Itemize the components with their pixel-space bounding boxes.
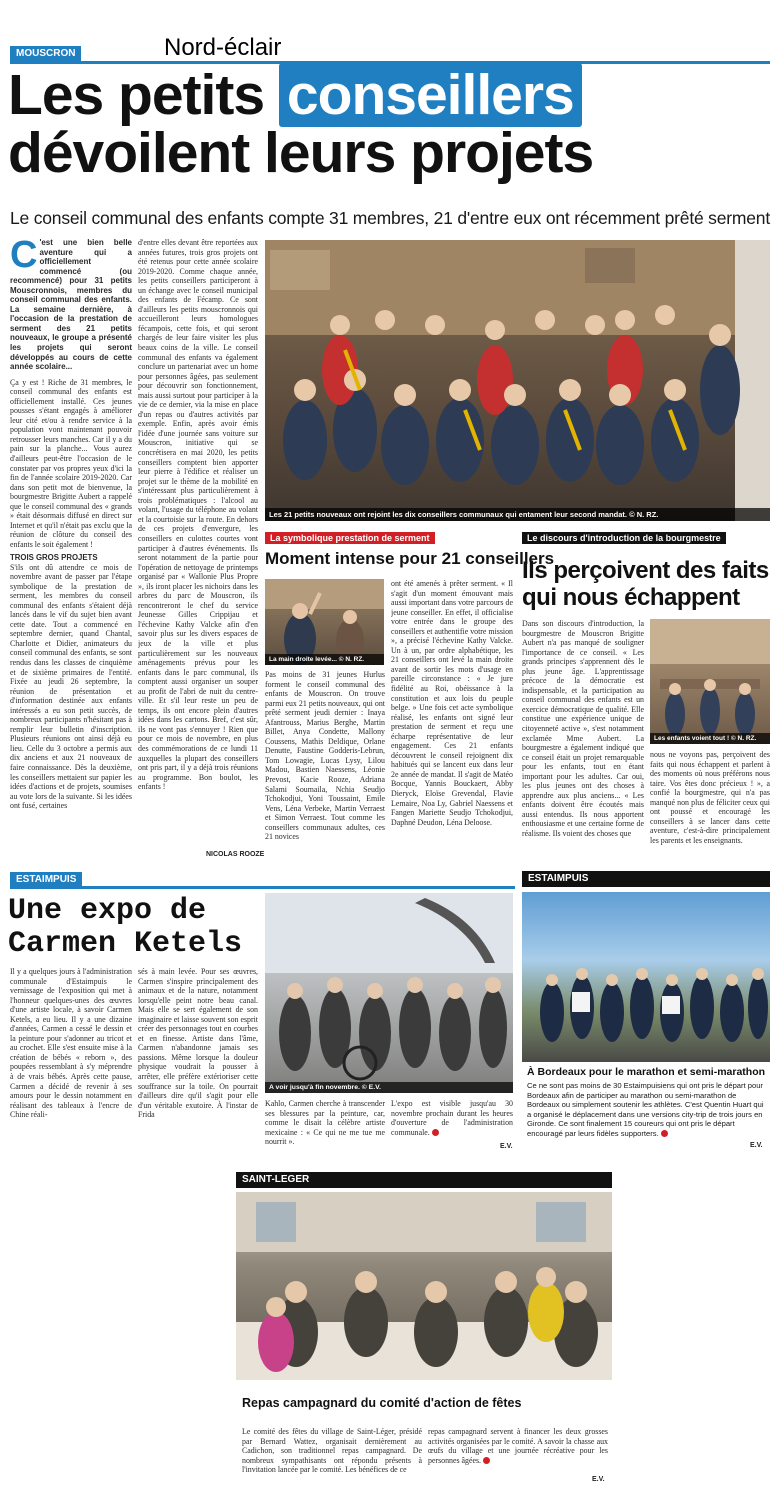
- lead-paragraph: [10, 238, 132, 372]
- serment-col-2: [391, 579, 513, 860]
- expo-photo-illustration: [265, 893, 513, 1093]
- expo-col4-text: [391, 1099, 513, 1137]
- saint-leger-photo-illustration: [236, 1192, 612, 1380]
- expo-col-1: [10, 967, 132, 1142]
- bordeaux-title: À Bordeaux pour le marathon et semi-marathon: [527, 1066, 766, 1078]
- expo-col1-text: Il y a quelques jours à l'administration communale d'Estaimpuis le vernissage de l'exposition qui met à l'honneur quelques-unes des œuvres d'une artiste locale, à savoir Carmen Ketels, a eu lieu. Il y a une dizaine d'années, Carmen a cessé le dessin et la peinture pour s'adonner au tricot et au crochet. Elle s'est ensuite mise à la création de bébés « reborn », des poupées ressemblant à s'y méprendre à de vrais bébés. Après cette pause, Carmen a décidé de revenir à ses amours pour le dessin notamment en réalisant des tableaux à l'encre de Chine réali-: [10, 967, 132, 1120]
- saint-leger-col2-span: repas campagnard servent à financer les deux grosses activités organisées par le comité. A savoir la chasse aux œufs du village et une journée récréative pour les personnes âgées.: [428, 1427, 608, 1465]
- discours-col-1: [522, 619, 644, 864]
- headline-part2: dévoilent leurs projets: [8, 121, 594, 185]
- main-photo-caption: Les 21 petits nouveaux ont rejoint les dix conseillers communaux qui entament leur second mandat. © N. RZ.: [265, 508, 770, 521]
- signature-main: NICOLAS ROOZE: [206, 851, 265, 858]
- serment-col1-text: Pas moins de 31 jeunes Hurlus forment le conseil communal des enfants de Mouscron. On trouve parmi eux 21 petits nouveaux, qui ont prêté serment jeudi dernier : Inaya Afantrouss, Marius Berghe, Martin Billet, Anya Condette, Mallony Coussens, Mathis Deldique, Orlane Denutte, Faustine Godderis-Lebrun, Tom Lowagie, Lucas Lysy, Lilou Madou, Bastien Naessens, Léonie Prevost, Kacie Rooze, Adriana Salami Soumaila, Nchia Seudjo Tchokodjui, Yoni Toussaint, Emile Vens, Léna Verbeke, Martin Verraest et Simon Verraest. Tout comme les conseillers communaux adultes, ces 21 novices: [265, 670, 385, 842]
- main-col1-body: Ça y est ! Riche de 31 membres, le conseil communal des enfants est officiellement installé. Ces jeunes pousses s'étant engagés à améliorer leur cité et/ou à rendre service à la population vont maintenant pouvoir retrousser leurs manches. Car il y a du pain sur la planche... Vous aurez d'ailleurs peut-être l'occasion de le constater par vos propres yeux d'ici la fin de l'année scolaire 2019-2020. Car dans son petit mot de bienvenue, la bourgmestre Brigitte Aubert a rappelé que le conseil communal des « grands » était désormais diffusé en direct sur Internet et qu'il n'était pas exclu que la réunion de clôture du conseil des enfants le soit également !: [10, 377, 132, 549]
- expo-photo: [265, 893, 513, 1093]
- section-tag-estaimpuis-2: ESTAIMPUIS: [522, 871, 770, 887]
- expo-col-3: [265, 1099, 385, 1149]
- group-photo-illustration: [265, 240, 770, 521]
- main-col2-body: d'entre elles devant être reportées aux années futures, trois gros projets ont été retenus pour cette année scolaire 2019-2020. Comme chaque année, les petits conseillers participeront à un échange avec le conseil municipal des enfants de Fécamp. Ce sont d'ailleurs les petits mouscronnois qui accueilleront leurs homologues fécampois, cette fois, et qui seront chargés de leur faire visiter les plus beaux coins de la ville. Le conseil communal des enfants va également conclure un partenariat avec un home pour personnes âgées, pas seulement pour découvrir son fonctionnement, mais aussi surtout pour participer à la vie de ce dernier, via la mise en place d'un repas ou d'autres activités par exemple. Enfin, après avoir émis l'idée d'une journée sans voiture sur Mouscron, initiative qui se concrétisera en mai 2020, les petits conseillers comptent bien apporter leur pierre à l'édifice et réaliser un projet sur le thème de la mobilité en s'intéressant plus particulièrement à trois problématiques : l'alcool au volant, l'usage du téléphone au volant et la courtoisie sur la route. En dehors de ces projets d'envergure, les conseillers en culottes courtes vont participer à d'autres événements. Ils seront notamment de la partie pour l'opération de nettoyage de printemps organisé par « Wallonie Plus Propre », ils iront placer les nichoirs dans les arbres du parc de Mouscron, ils rencontreront le chef du service Jeunesse Gilles Crippijau et l'échevine Kathy Valcke afin d'en savoir plus sur les divers espaces de jeux de la ville et plus particulièrement sur les nouveaux aménagements prévus pour les enfants dans le parc communal, ils comptent aussi organiser un souper au profit de l'abri de nuit du centre-ville. Et s'il leur reste un peu de temps, ils ont encore plein d'autres idées dans les cartons. Bref, c'est sûr, ils ne vont pas s'ennuyer ! Rien que pour ce mois de novembre, en plus des commémorations de ce lundi 11 auxquelles la plupart des conseillers ont pris part, il y a déjà trois réunions au programme. Bon boulot, les enfants !: [138, 238, 258, 792]
- section-rule-estaimpuis: [10, 886, 515, 889]
- bordeaux-photo: [522, 892, 770, 1062]
- end-mark-icon: [661, 1130, 668, 1137]
- discours-col1-text: Dans son discours d'introduction, la bourgmestre de Mouscron Brigitte Aubert n'a pas manqué de souligner l'importance de ce conseil. « Les grands principes s'apprennent dès le plus jeune âge. L'apprentissage précoce de la démocratie est indispensable, et la participation au conseil communal des enfants est un exercice démocratique de qualité. Elle constitue une expérience unique de citoyenneté active », s'est notamment exclamée Mme Aubert. La bourgmestre a également indiqué que ce conseil était un projet remarquable pour les enfants, tout en étant important pour les adultes. Car oui, les plus jeunes ont des choses à apprendre aux plus anciens... « Les enfants doivent être écoutés mais aussi entendus. Ils nous apportent enthousiasme et une certaine forme de réalisme. Ils voient des choses que: [522, 619, 644, 839]
- serment-col2-text: ont été amenés à prêter serment. « Il s'agit d'un moment émouvant mais aussi important dans votre parcours de jeune conseiller. En effet, il officialise votre entrée dans le groupe des conseillers et authentifie votre mission », a précisé l'échevine Kathy Valcke. Un à un, par ordre alphabétique, les 21 conseillers ont levé la main droite avant de sortir les mots d'usage en pareille circonstance : « Je jure fidélité au Roi, obéissance à la constitution et aux lois du peuple belge. » Une fois cet acte symbolique réalisé, les enfants ont signé leur prestation de serment et reçu une écharpe représentative de leur engagement. Ces 21 enfants découvrent le conseil rejoignent dix habitués qui se lancent eux dans leur 2e année de mandat. Il s'agit de Matéo Bocque, Yannis Bouckaert, Abby Dieryck, Eloïse Grevendal, Flavie Lemaire, Noa Ly, Gabriel Naessens et Fangen Mariette Seudjo Tchokodjui, Daphné Deudon, Léna Deloose.: [391, 579, 513, 827]
- discours-col-2: [650, 750, 770, 860]
- bordeaux-body: [527, 1081, 767, 1139]
- expo-photo-caption: A voir jusqu'à fin novembre. © E.V.: [265, 1082, 513, 1093]
- expo-col-4: [391, 1099, 513, 1144]
- signature-expo: E.V.: [500, 1143, 513, 1150]
- signature-bordeaux: E.V.: [750, 1142, 763, 1149]
- serment-photo: [265, 579, 384, 665]
- subtitle: Le conseil communal des enfants compte 31 membres, 21 d'entre eux ont récemment prêté serment: [10, 208, 770, 228]
- main-col-1: [10, 238, 132, 868]
- discours-tag: Le discours d'introduction de la bourgmestre: [522, 532, 726, 544]
- main-col1-body2: S'ils ont dû attendre ce mois de novembre avant de passer par l'étape symbolique de la prestation de serment, les membres du conseil communal des enfants s'étaient déjà lancés dans le vif du sujet bien avant cette date. Tout a commencé en septembre dernier, quand Chantal, Charlotte et Didier, animateurs du conseil communal des enfants, se sont rendus dans les classes de cinquième et de sixième primaires de l'entité. Fixée au jeudi 26 septembre, la réunion de présentation et d'information destinée aux enfants intéressés a eu son petit succès, de nombreux participants n'hésitant pas à remplir leur bulletin d'inscription. Plusieurs réunions ont ainsi déjà eu lieu. Celle du 3 octobre a permis aux dix anciens et aux 21 nouveaux de faire connaissance. Dès la deuxième, les conseillers mettaient sur papier les idées d'actions et de projets, soumises au vote lors de la suivante. Si les idées ont fusé, certaines: [10, 562, 132, 811]
- saint-leger-col-1: [242, 1427, 422, 1497]
- discours-title: Ils perçoivent des faits qui nous échappent: [522, 557, 769, 611]
- bordeaux-photo-illustration: [522, 892, 770, 1062]
- saint-leger-col-2: [428, 1427, 608, 1487]
- section-tag-estaimpuis-1: ESTAIMPUIS: [10, 872, 82, 887]
- discours-col2-text: nous ne voyons pas, perçoivent des faits qui nous échappent et parlent à des moments où nous préférons nous taire. Vos êtes donc précieux ! », a confié la bourgmestre, qui n'a pas manqué non plus de féliciter ceux qui ont poussé et encouragé les conseillers à se lancer dans cette aventure, c'est-à-dire principalement les parents et les enseignants.: [650, 750, 770, 845]
- serment-photo-caption: La main droite levée... © N. RZ.: [265, 654, 384, 665]
- bordeaux-body-text: Ce ne sont pas moins de 30 Estaimpuisiens qui ont pris le départ pour Bordeaux afin de participer au marathon ou semi-marathon de Bordeaux ou simplement soutenir les athlètes. C'est Quentin Huart qui a organisé le déplacement dans une versions city-trip de trois jours en Gironde. Ce sont finalement 15 coureurs qui ont pris le départ encouragé par leurs fidèles supporters.: [527, 1081, 764, 1138]
- saint-leger-col1-text: Le comité des fêtes du village de Saint-Léger, présidé par Bernard Wattez, organisait dernièrement au Cadichon, son traditionnel repas campagnard. De nombreux sympathisants ont répondu présents à l'invitation lancée par le comité. Les bénéfices de ce: [242, 1427, 422, 1475]
- source-label: Nord-éclair: [164, 34, 282, 61]
- serment-tag: La symbolique prestation de serment: [265, 532, 435, 544]
- discours-photo-caption: Les enfants voient tout ! © N. RZ.: [650, 733, 770, 744]
- signature-saint-leger: E.V.: [592, 1476, 605, 1483]
- section-tag-saint-leger: SAINT-LEGER: [236, 1172, 612, 1188]
- saint-leger-col2-text: [428, 1427, 608, 1465]
- subhead-trois-projets: TROIS GROS PROJETS: [10, 552, 98, 562]
- serment-title: Moment intense pour 21 conseillers: [265, 549, 555, 568]
- expo-col-2: [138, 967, 258, 1142]
- main-col-2: [138, 238, 258, 858]
- discours-photo: [650, 619, 770, 744]
- dropcap: C: [10, 238, 38, 276]
- section-tag-mouscron: MOUSCRON: [10, 46, 81, 61]
- headline: [8, 63, 778, 185]
- serment-col-1: [265, 670, 385, 860]
- headline-part1: Les petits: [8, 63, 265, 127]
- saint-leger-photo: [236, 1192, 612, 1380]
- saint-leger-title: Repas campagnard du comité d'action de fêtes: [242, 1396, 522, 1410]
- expo-col2-text: sés à main levée. Pour ses œuvres, Carmen s'inspire principalement des animaux et de la nature, notamment lorsqu'elle peint notre beau canal. Mais elle se sert également de son imaginaire et laisse souvent son esprit créer des personnages tout en courbes et en finesse. Artiste dans l'âme, Carmen n'abandonne jamais ses passions. Même lorsque la douleur physique voudrait la pousser à arrêter, elle préfère extérioriser cette souffrance sur la toile. On pourrait d'ailleurs dire qu'il s'agit pour elle d'un véritable exutoire. À l'instar de Frida: [138, 967, 258, 1120]
- headline-highlight: conseillers: [279, 63, 582, 127]
- main-group-photo: [265, 240, 770, 521]
- discours-photo-illustration: [650, 619, 770, 744]
- end-mark-icon: [432, 1129, 439, 1136]
- expo-title: Une expo de Carmen Ketels: [8, 894, 243, 961]
- expo-col4-span: L'expo est visible jusqu'au 30 novembre prochain durant les heures d'ouverture de l'administration communale.: [391, 1099, 513, 1137]
- lead-text: 'est une bien belle aventure qui a officiellement commencé (ou recommencé) pour 31 petits Mouscronnois, membres du conseil communal des enfants. La semaine dernière, à l'occasion de la prestation de serment des 21 petits nouveaux, le groupe a présenté les projets qui seront développés au cours de cette année scolaire...: [10, 238, 132, 372]
- end-mark-icon: [483, 1457, 490, 1464]
- expo-col3-text: Kahlo, Carmen cherche à transcender ses blessures par la peinture, car, comme le disait la célèbre artiste mexicaine : « Ce qui ne me tue me nourrit ».: [265, 1099, 385, 1147]
- serment-photo-illustration: [265, 579, 384, 665]
